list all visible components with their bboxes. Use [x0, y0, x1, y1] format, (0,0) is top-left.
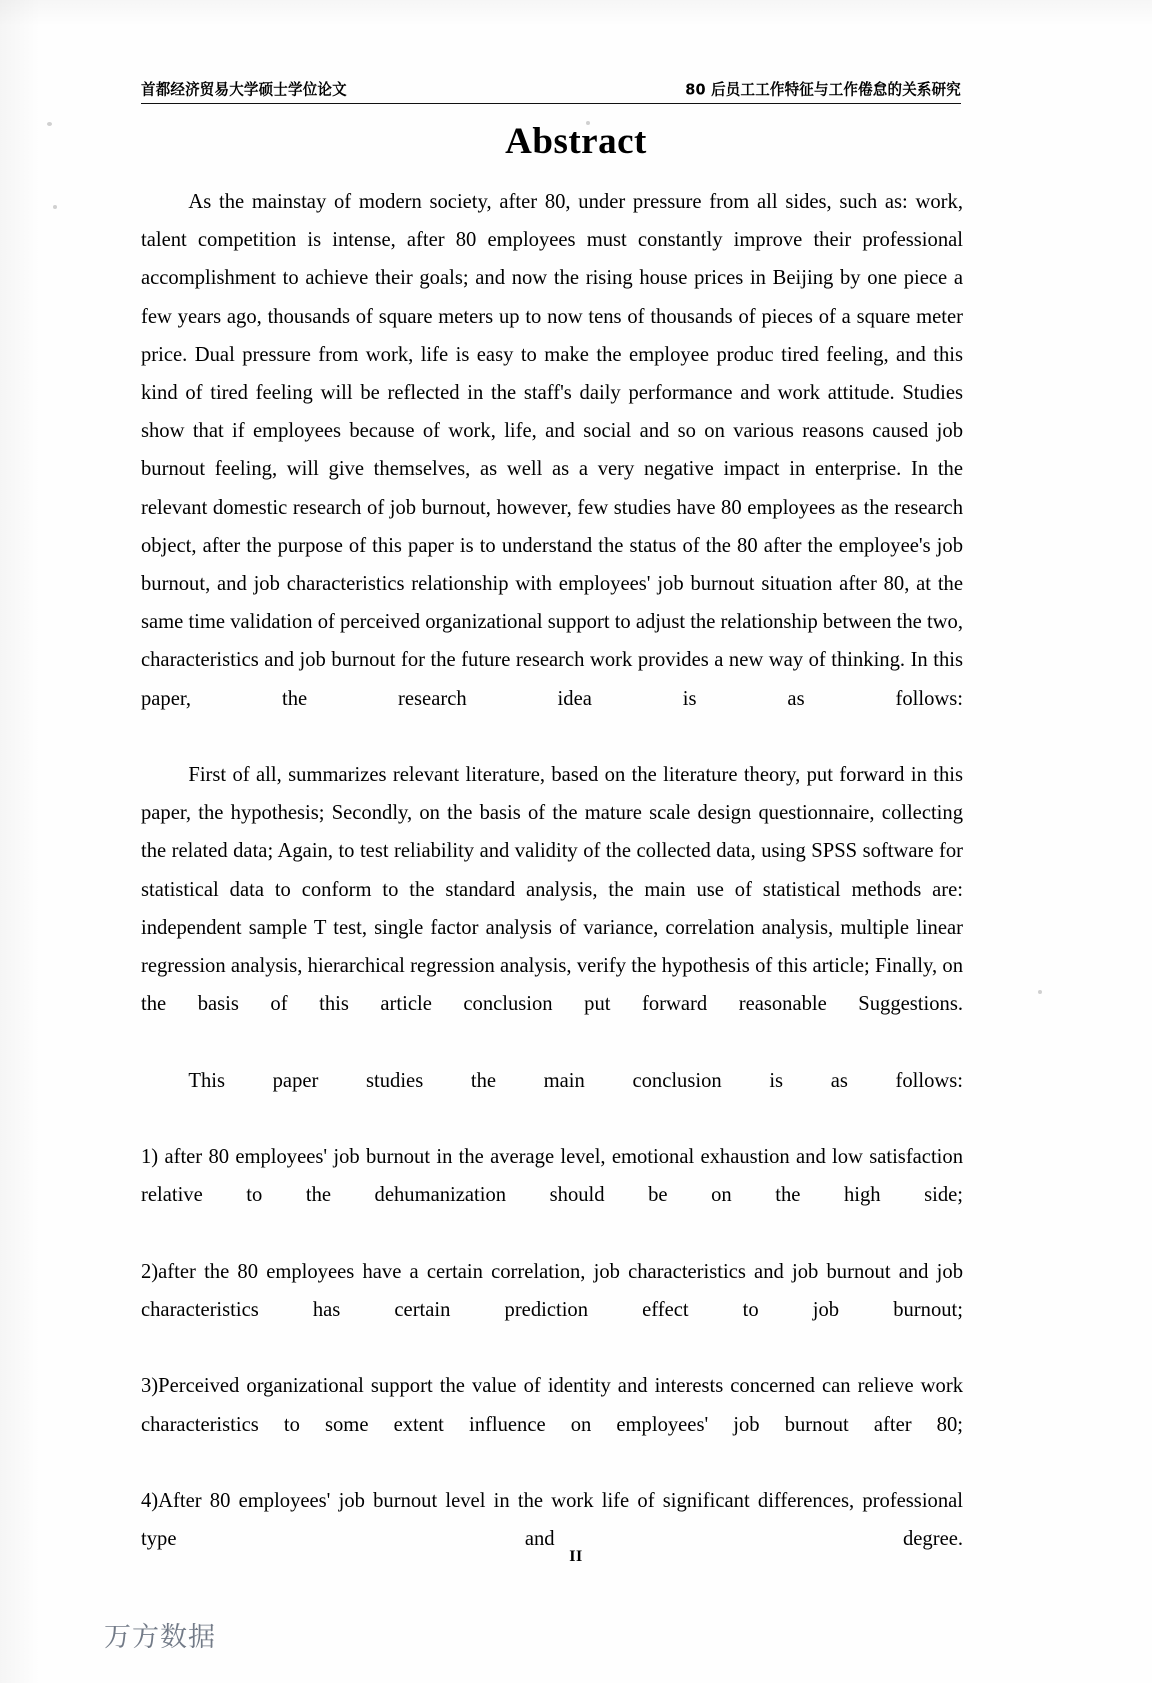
scan-speck	[1038, 990, 1042, 994]
conclusion-item-4: 4)After 80 employees' job burnout level in the work life of significant differences, professional type and degree.	[141, 1489, 963, 1551]
page-title: Abstract	[505, 121, 647, 162]
running-header-left-title: 首都经济贸易大学硕士学位论文	[141, 81, 347, 99]
page-number: II	[569, 1548, 583, 1565]
abstract-paragraph-2: First of all, summarizes relevant literature, based on the literature theory, put forward in this paper, the hypothesis; Secondly, on the basis of the mature scale design questionnaire, collecting the related data; Again, to test reliability and validity of the collected data, using SPSS software for statistical data to conform to the standard analysis, the main use of statistical methods are: independent sample T test, single factor analysis of variance, correlation analysis, multiple linear regression analysis, hierarchical regression analysis, verify the hypothesis of this article; Finally, on the basis of this article conclusion put forward reasonable Suggestions.	[141, 764, 963, 1016]
running-header	[141, 81, 961, 112]
database-watermark: 万方数据	[104, 1622, 216, 1653]
conclusion-item-3: 3)Perceived organizational support the value of identity and interests concerned can relieve work characteristics to some extent influence on employees' job burnout after 80;	[141, 1375, 963, 1436]
scan-edge-shadow-left	[0, 0, 40, 1683]
conclusion-item-1: 1) after 80 employees' job burnout in the average level, emotional exhaustion and low satisfaction relative to the dehumanization should be on the high side;	[141, 1146, 963, 1207]
abstract-body	[141, 183, 963, 1597]
running-header-rule	[141, 103, 961, 104]
scan-speck	[53, 205, 57, 209]
conclusion-item-2: 2)after the 80 employees have a certain correlation, job characteristics and job burnout and job characteristics has certain prediction effect to job burnout;	[141, 1260, 963, 1321]
scan-edge-shadow-top	[0, 0, 1152, 26]
running-header-right-title: 80 后员工工作特征与工作倦怠的关系研究	[685, 81, 961, 99]
abstract-paragraph-3: This paper studies the main conclusion is as follows:	[188, 1069, 963, 1092]
abstract-paragraph-1: As the mainstay of modern society, after 80, under pressure from all sides, such as: work, talent competition is intense, after 80 employees must constantly improve their professional accomplishment to achieve their goals; and now the rising house prices in Beijing by one piece a few years ago, thousands of square meters up to now tens of thousands of pieces of a square meter price. Dual pressure from work, life is easy to make the employee produc tired feeling, and this kind of tired feeling will be reflected in the staff's daily performance and work attitude. Studies show that if employees because of work, life, and social and so on various reasons caused job burnout feeling, will give themselves, as well as a very negative impact in enterprise. In the relevant domestic research of job burnout, however, few studies have 80 employees as the research object, after the purpose of this paper is to understand the status of the 80 after the employee's job burnout, and job characteristics relationship with employees' job burnout situation after 80, at the same time validation of perceived organizational support to adjust the relationship between the two, characteristics and job burnout for the future research work provides a new way of thinking. In this paper, the research idea is as follows:	[141, 191, 963, 710]
